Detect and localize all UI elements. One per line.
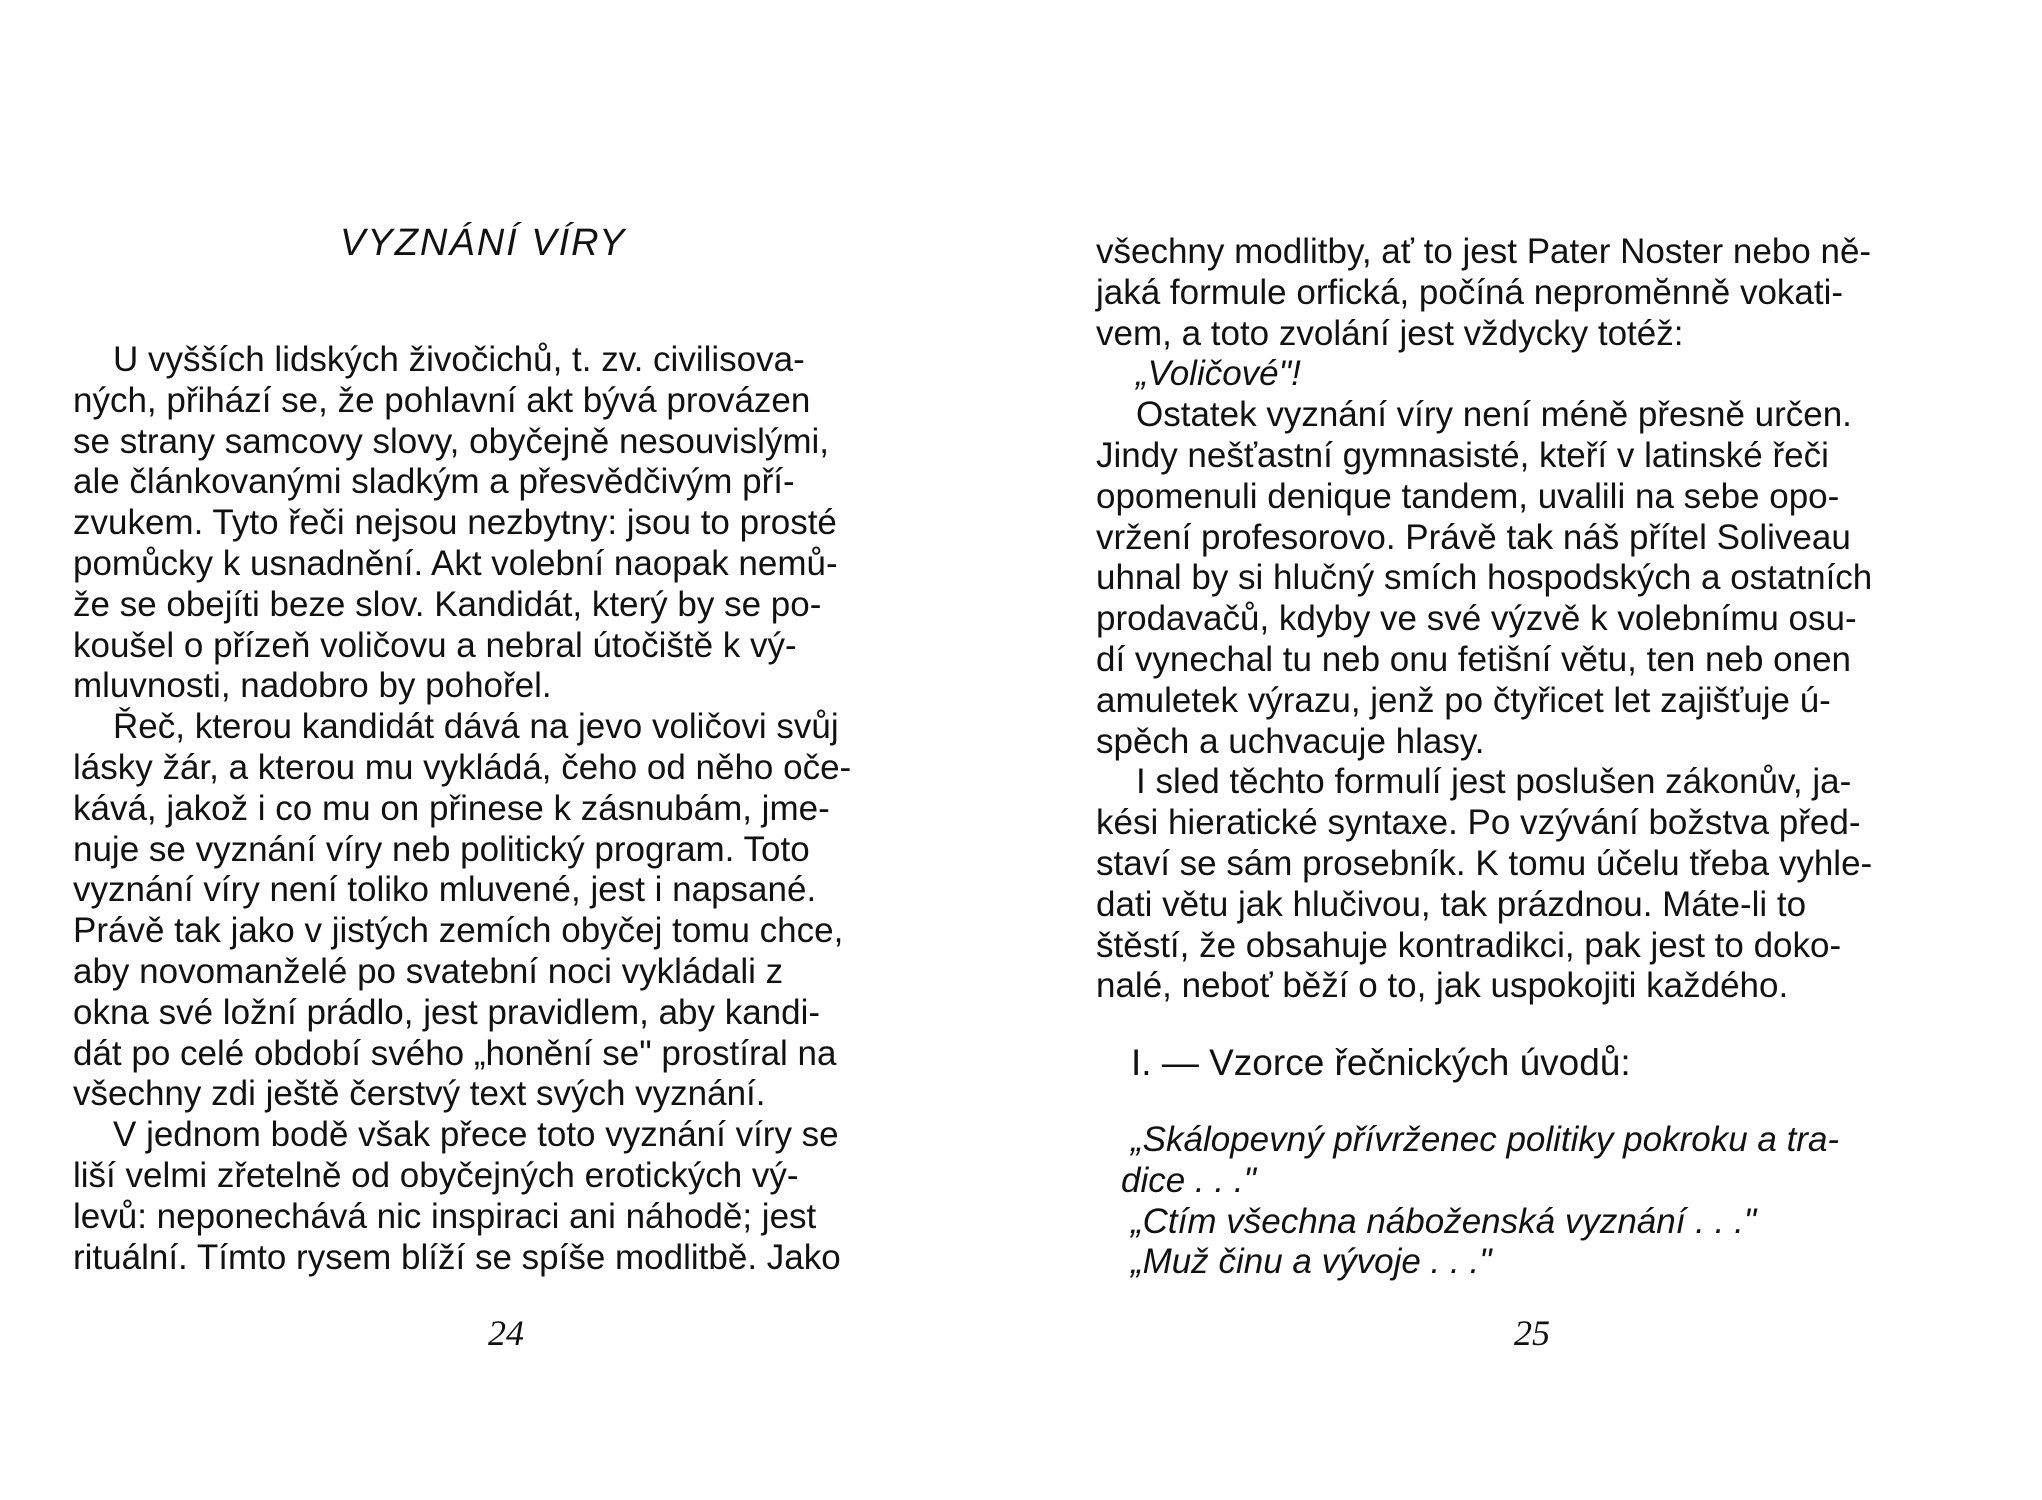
quote-line: „Skálopevný přívrženec politiky pokroku a tra- [1131, 1120, 1840, 1159]
page-number: 25 [1514, 1313, 1550, 1353]
quote-line: dice . . ." [1121, 1160, 1256, 1200]
text-line: uhnal by si hlučný smích hospodských a ostatních [1096, 558, 1873, 598]
text-line: okna své ložní prádlo, jest pravidlem, aby kandi- [73, 992, 821, 1032]
page-number: 24 [488, 1313, 524, 1353]
text-line: ale článkovanými sladkým a přesvědčivým pří- [73, 462, 795, 502]
text-line: se strany samcovy slovy, obyčejně nesouvislými, [73, 421, 830, 461]
text-line: Ostatek vyznání víry není méně přesně určen. [1136, 395, 1852, 435]
quote-list [1121, 1120, 1840, 1283]
quote-line: „Muž činu a vývoje . . ." [1131, 1242, 1492, 1282]
text-line: pomůcky k usnadnění. Akt volební naopak nemů- [73, 543, 838, 583]
text-line: Řeč, kterou kandidát dává na jevo voličovi svůj [113, 707, 839, 747]
text-line: „Voličové"! [1136, 354, 1301, 394]
text-line: dí vynechal tu neb onu fetišní větu, ten neb onen [1096, 639, 1851, 679]
text-line: Právě tak jako v jistých zemích obyčej tomu chce, [73, 911, 844, 951]
chapter-title: VYZNÁNÍ VÍRY [340, 222, 627, 264]
text-line: vržení profesorovo. Právě tak náš přítel Soliveau [1096, 517, 1851, 557]
text-line: vem, a toto zvolání jest vždycky totéž: [1096, 313, 1684, 353]
text-line: liší velmi zřetelně od obyčejných erotických vý- [73, 1155, 799, 1195]
text-line: staví se sám prosebník. K tomu účelu třeba vyhle- [1096, 843, 1873, 883]
text-line: kává, jakož i co mu on přinese k zásnubám, jme- [73, 788, 830, 828]
text-line: dát po celé období svého „honění se" prostíral na [73, 1033, 837, 1073]
text-line: všechny modlitby, ať to jest Pater Noster nebo ně- [1096, 232, 1872, 271]
text-line: štěstí, že obsahuje kontradikci, pak jest to doko- [1096, 925, 1842, 965]
text-line: mluvnosti, nadobro by pohořel. [73, 666, 552, 706]
text-line: ných, přihází se, že pohlavní akt bývá provázen [73, 380, 811, 420]
text-line: že se obejíti beze slov. Kandidát, který by se po- [73, 584, 822, 624]
text-line: prodavačů, kdyby ve své výzvě k volebnímu osu- [1096, 599, 1857, 639]
text-line: amuletek výrazu, jenž po čtyřicet let zajišťuje ú- [1096, 680, 1831, 720]
text-line: nuje se vyznání víry neb politický program. Toto [73, 829, 810, 869]
right-body-text [1096, 232, 1996, 1007]
text-line: kési hieratické syntaxe. Po vzývání božstva před- [1096, 803, 1861, 843]
quote-line: „Ctím všechna náboženská vyznání . . ." [1131, 1201, 1757, 1241]
text-line: všechny zdi ještě čerstvý text svých vyznání. [73, 1074, 766, 1114]
text-line: lásky žár, a kterou mu vykládá, čeho od něho oče- [73, 747, 852, 787]
text-line: zvukem. Tyto řeči nejsou nezbytny: jsou to prosté [73, 503, 837, 543]
text-line: spěch a uchvacuje hlasy. [1096, 721, 1485, 761]
text-line: nalé, neboť běží o to, jak uspokojiti každého. [1096, 966, 1789, 1006]
text-line: I sled těchto formulí jest poslušen zákonův, ja- [1136, 762, 1852, 802]
section-heading: I. — Vzorce řečnických úvodů: [1131, 1042, 1631, 1083]
left-body-text [73, 340, 963, 1278]
text-line: koušel o přízeň voličovu a nebral útočiště k vý- [73, 625, 797, 665]
text-line: V jednom bodě však přece toto vyznání víry se [113, 1115, 839, 1155]
text-line: Jindy nešťastní gymnasisté, kteří v latinské řeči [1096, 435, 1829, 475]
text-line: dati větu jak hlučivou, tak prázdnou. Máte-li to [1096, 884, 1807, 924]
text-line: rituální. Tímto rysem blíží se spíše modlitbě. Jako [73, 1237, 841, 1277]
right-page [1021, 0, 2042, 1500]
text-line: jaká formule orfická, počíná nepromĕnně vokati- [1096, 272, 1844, 312]
text-line: U vyšších lidských živočichů, t. zv. civilisova- [113, 340, 805, 379]
text-line: vyznání víry není toliko mluvené, jest i napsané. [73, 870, 817, 910]
text-line: aby novomanželé po svatební noci vykládali z [73, 951, 784, 991]
text-line: opomenuli denique tandem, uvalili na sebe opo- [1096, 476, 1840, 516]
text-line: levů: neponechává nic inspiraci ani náhodě; jest [73, 1196, 817, 1236]
